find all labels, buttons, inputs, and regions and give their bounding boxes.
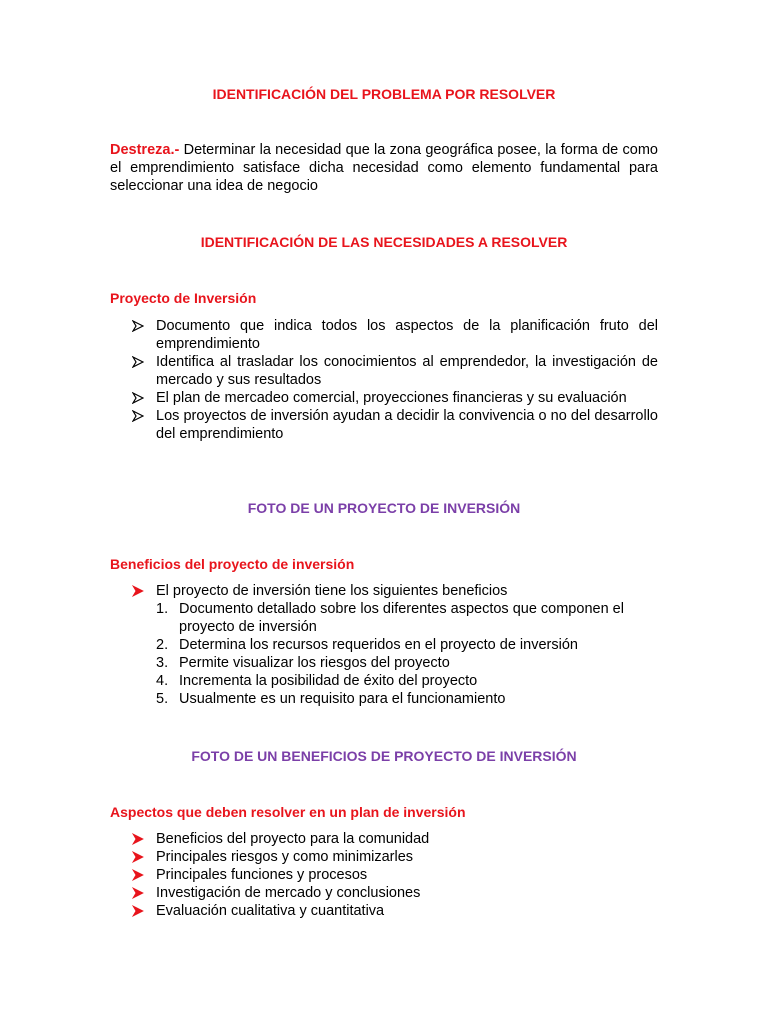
aspectos-list (132, 830, 658, 920)
item-number: 1. (156, 601, 169, 617)
numbered-item (156, 690, 658, 708)
destreza-text: Determinar la necesidad que la zona geográfica posee, la forma de como el emprendimiento satisface dicha necesidad como elemento fundamental para seleccionar una idea de negocio (110, 142, 658, 194)
item-number: 5. (156, 691, 169, 707)
list-item-text: Los proyectos de inversión ayudan a decidir la convivencia o no del desarrollo del emprendimiento (156, 408, 658, 442)
list-item-text: Documento que indica todos los aspectos de la planificación fruto del emprendimiento (156, 318, 658, 352)
list-item (132, 884, 658, 902)
list-item-text: El proyecto de inversión tiene los siguientes beneficios (156, 583, 508, 599)
list-item-text: Principales riesgos y como minimizarles (156, 849, 414, 865)
list-item (132, 407, 658, 443)
section-needs-heading: IDENTIFICACIÓN DE LAS NECESIDADES A RESOLVER (200, 234, 568, 250)
beneficios-numbered-list (156, 600, 658, 708)
arrow-bullet-icon (132, 851, 144, 863)
numbered-item (156, 600, 658, 636)
arrow-bullet-icon (132, 869, 144, 881)
list-item-text: Investigación de mercado y conclusiones (156, 885, 421, 901)
list-item-text: Evaluación cualitativa y cuantitativa (156, 903, 385, 919)
item-number: 4. (156, 673, 169, 689)
item-text: Usualmente es un requisito para el funcionamiento (179, 691, 506, 707)
numbered-item (156, 672, 658, 690)
arrow-bullet-icon (132, 833, 144, 845)
page-title: IDENTIFICACIÓN DEL PROBLEMA POR RESOLVER (212, 86, 556, 102)
list-item-text: Beneficios del proyecto para la comunidad (156, 831, 430, 847)
destreza-label: Destreza.- (110, 142, 180, 158)
proyecto-list (132, 317, 658, 443)
list-item (132, 582, 658, 600)
numbered-item (156, 636, 658, 654)
beneficios-intro-list (132, 582, 658, 600)
item-text: Incrementa la posibilidad de éxito del proyecto (179, 673, 478, 689)
item-text: Determina los recursos requeridos en el proyecto de inversión (179, 637, 578, 653)
destreza-paragraph (110, 141, 658, 195)
item-number: 2. (156, 637, 169, 653)
list-item (132, 830, 658, 848)
numbered-item (156, 654, 658, 672)
arrow-bullet-icon (132, 410, 144, 422)
list-item (132, 902, 658, 920)
arrow-bullet-icon (132, 585, 144, 597)
aspectos-heading: Aspectos que deben resolver en un plan de inversión (110, 804, 466, 820)
list-item (132, 848, 658, 866)
list-item (132, 317, 658, 353)
list-item (132, 866, 658, 884)
beneficios-heading: Beneficios del proyecto de inversión (110, 556, 355, 572)
arrow-bullet-icon (132, 356, 144, 368)
photo-caption-1: FOTO DE UN PROYECTO DE INVERSIÓN (247, 500, 521, 516)
list-item-text: Identifica al trasladar los conocimientos al emprendedor, la investigación de mercado y sus resultados (156, 354, 658, 388)
list-item-text: El plan de mercadeo comercial, proyecciones financieras y su evaluación (156, 390, 627, 406)
item-number: 3. (156, 655, 169, 671)
item-text: Permite visualizar los riesgos del proyecto (179, 655, 450, 671)
proyecto-heading: Proyecto de Inversión (110, 290, 257, 306)
arrow-bullet-icon (132, 320, 144, 332)
item-text: Documento detallado sobre los diferentes aspectos que componen el proyecto de inversión (179, 601, 624, 635)
arrow-bullet-icon (132, 392, 144, 404)
list-item (132, 389, 658, 407)
list-item (132, 353, 658, 389)
photo-caption-2: FOTO DE UN BENEFICIOS DE PROYECTO DE INVERSIÓN (191, 748, 577, 764)
list-item-text: Principales funciones y procesos (156, 867, 368, 883)
arrow-bullet-icon (132, 887, 144, 899)
arrow-bullet-icon (132, 905, 144, 917)
